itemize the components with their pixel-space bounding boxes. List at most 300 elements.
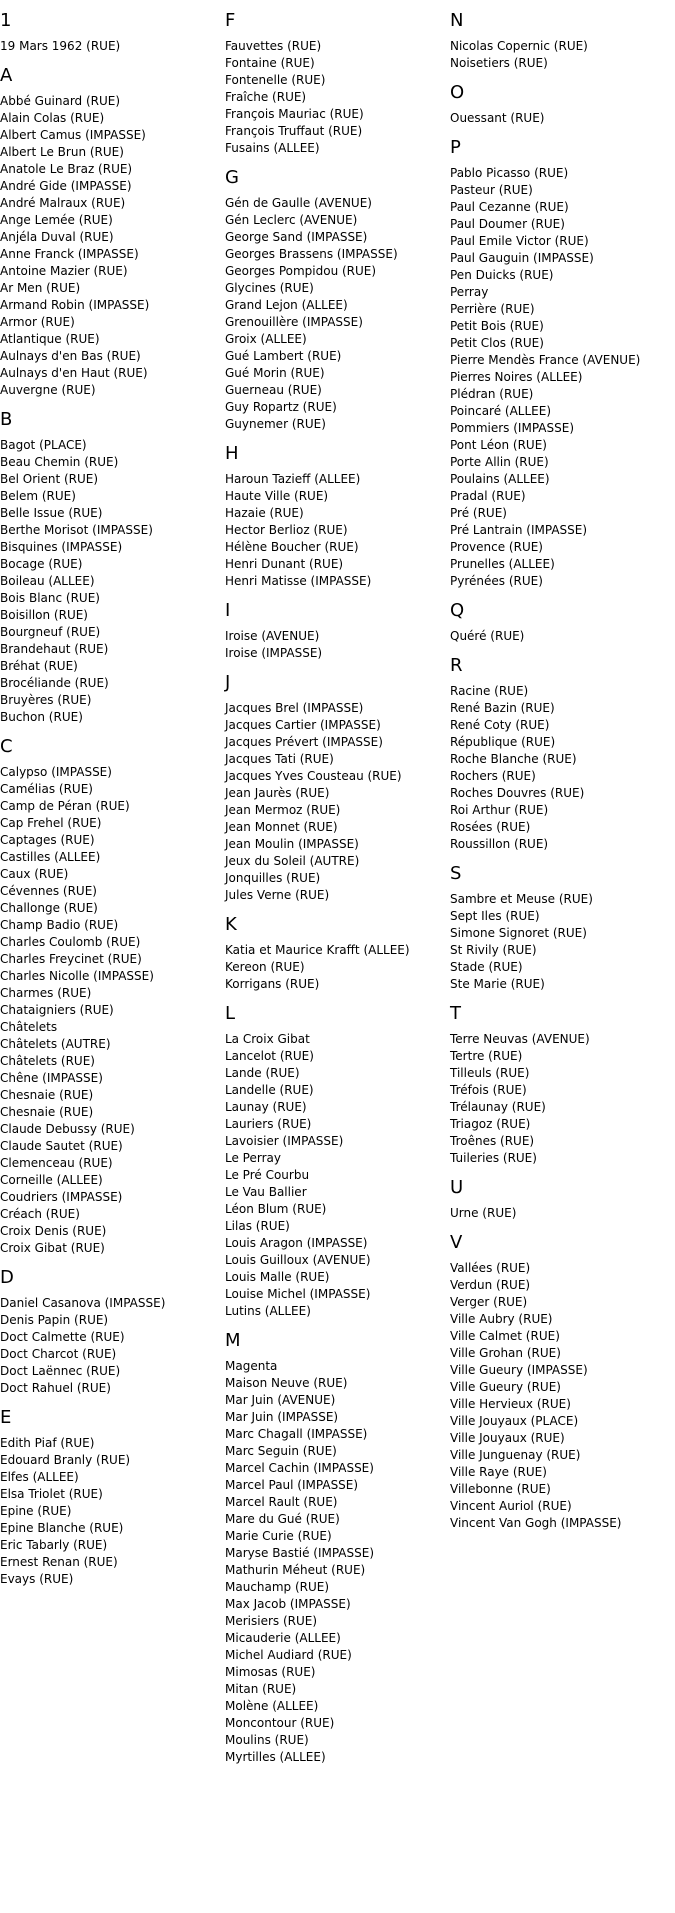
street-link[interactable]: Katia et Maurice Krafft (ALLEE)	[225, 943, 410, 957]
street-link[interactable]: Racine (RUE)	[450, 684, 529, 698]
street-link[interactable]: Elfes (ALLEE)	[0, 1470, 79, 1484]
street-link[interactable]: Moncontour (RUE)	[225, 1716, 335, 1730]
street-link[interactable]: Mare du Gué (RUE)	[225, 1512, 340, 1526]
street-link[interactable]: George Sand (IMPASSE)	[225, 230, 368, 244]
street-list-item	[0, 471, 220, 488]
street-link[interactable]: Chataigniers (RUE)	[0, 1003, 114, 1017]
street-list-item	[450, 182, 670, 199]
street-link[interactable]: Gué Lambert (RUE)	[225, 349, 342, 363]
street-link[interactable]: Jeux du Soleil (AUTRE)	[225, 854, 360, 868]
street-link[interactable]: Ville Junguenay (RUE)	[450, 1448, 581, 1462]
street-list-item	[0, 1172, 220, 1189]
street-link[interactable]: Sambre et Meuse (RUE)	[450, 892, 593, 906]
street-link[interactable]: Anatole Le Braz (RUE)	[0, 162, 133, 176]
street-link[interactable]: Edith Piaf (RUE)	[0, 1436, 95, 1450]
street-link[interactable]: Jacques Cartier (IMPASSE)	[225, 718, 381, 732]
street-link[interactable]: Albert Le Brun (RUE)	[0, 145, 124, 159]
street-link[interactable]: Jacques Brel (IMPASSE)	[225, 701, 364, 715]
street-link[interactable]: Caux (RUE)	[0, 867, 69, 881]
street-link[interactable]: Le Vau Ballier	[225, 1185, 307, 1199]
street-list-item	[450, 1133, 670, 1150]
street-list-item	[450, 335, 670, 352]
street-link[interactable]: Gén de Gaulle (AVENUE)	[225, 196, 372, 210]
street-link[interactable]: Lande (RUE)	[225, 1066, 300, 1080]
section-letter-heading: D	[0, 1267, 14, 1288]
street-link[interactable]: Mauchamp (RUE)	[225, 1580, 330, 1594]
street-link[interactable]: Lilas (RUE)	[225, 1219, 290, 1233]
street-link[interactable]: Antoine Mazier (RUE)	[0, 264, 128, 278]
street-link[interactable]: Epine Blanche (RUE)	[0, 1521, 124, 1535]
street-link[interactable]: Troênes (RUE)	[450, 1134, 535, 1148]
street-list-item	[450, 942, 670, 959]
letter-section	[225, 443, 445, 590]
street-list-item	[0, 1435, 220, 1452]
street-link[interactable]: Ville Aubry (RUE)	[450, 1312, 553, 1326]
street-link[interactable]: Triagoz (RUE)	[450, 1117, 531, 1131]
street-link[interactable]: Lauriers (RUE)	[225, 1117, 312, 1131]
street-list-item	[0, 1312, 220, 1329]
street-link[interactable]: Aulnays d'en Haut (RUE)	[0, 366, 148, 380]
street-link[interactable]: Micauderie (ALLEE)	[225, 1631, 341, 1645]
street-list-item	[450, 55, 670, 72]
street-link[interactable]: Cévennes (RUE)	[0, 884, 97, 898]
street-link[interactable]: Merisiers (RUE)	[225, 1614, 318, 1628]
street-link[interactable]: Haroun Tazieff (ALLEE)	[225, 472, 361, 486]
letter-section	[225, 672, 445, 904]
street-link[interactable]: Hazaie (RUE)	[225, 506, 304, 520]
street-link[interactable]: Edouard Branly (RUE)	[0, 1453, 131, 1467]
street-link[interactable]: Ernest Renan (RUE)	[0, 1555, 118, 1569]
street-link[interactable]: Daniel Casanova (IMPASSE)	[0, 1296, 166, 1310]
street-list-item	[450, 165, 670, 182]
street-link[interactable]: Brandehaut (RUE)	[0, 642, 109, 656]
street-link[interactable]: Elsa Triolet (RUE)	[0, 1487, 103, 1501]
street-link[interactable]: Hector Berlioz (RUE)	[225, 523, 348, 537]
street-list-item	[0, 93, 220, 110]
street-link[interactable]: Lutins (ALLEE)	[225, 1304, 311, 1318]
street-list-item	[0, 365, 220, 382]
street-link[interactable]: Pré Lantrain (IMPASSE)	[450, 523, 588, 537]
street-link[interactable]: Albert Camus (IMPASSE)	[0, 128, 146, 142]
street-link[interactable]: Guerneau (RUE)	[225, 383, 322, 397]
street-link[interactable]: Ville Grohan (RUE)	[450, 1346, 561, 1360]
street-link[interactable]: Bourgneuf (RUE)	[0, 625, 101, 639]
street-list-item	[225, 1150, 445, 1167]
street-link[interactable]: Urne (RUE)	[450, 1206, 517, 1220]
street-link[interactable]: Boileau (ALLEE)	[0, 574, 95, 588]
street-link[interactable]: Rosées (RUE)	[450, 820, 531, 834]
street-link[interactable]: Guynemer (RUE)	[225, 417, 326, 431]
street-link[interactable]: Maison Neuve (RUE)	[225, 1376, 348, 1390]
street-link[interactable]: Charles Nicolle (IMPASSE)	[0, 969, 154, 983]
street-link[interactable]: Le Pré Courbu	[225, 1168, 310, 1182]
street-link[interactable]: Léon Blum (RUE)	[225, 1202, 327, 1216]
street-list-item	[450, 301, 670, 318]
street-link[interactable]: Paul Emile Victor (RUE)	[450, 234, 589, 248]
street-link[interactable]: Coudriers (IMPASSE)	[0, 1190, 123, 1204]
street-link[interactable]: Louis Malle (RUE)	[225, 1270, 330, 1284]
street-link[interactable]: Bréhat (RUE)	[0, 659, 78, 673]
street-link[interactable]: Beau Chemin (RUE)	[0, 455, 119, 469]
street-link[interactable]: Claude Debussy (RUE)	[0, 1122, 135, 1136]
street-link[interactable]: Pierres Noires (ALLEE)	[450, 370, 583, 384]
street-link[interactable]: Molène (ALLEE)	[225, 1699, 319, 1713]
street-link[interactable]: Moulins (RUE)	[225, 1733, 309, 1747]
street-link[interactable]: Marcel Rault (RUE)	[225, 1495, 338, 1509]
street-list-item	[0, 832, 220, 849]
street-link[interactable]: Rochers (RUE)	[450, 769, 536, 783]
street-link[interactable]: Lancelot (RUE)	[225, 1049, 314, 1063]
street-link[interactable]: Ville Gueury (IMPASSE)	[450, 1363, 588, 1377]
street-link[interactable]: Ouessant (RUE)	[450, 111, 545, 125]
street-link[interactable]: Pablo Picasso (RUE)	[450, 166, 569, 180]
street-link[interactable]: Berthe Morisot (IMPASSE)	[0, 523, 153, 537]
street-list-item	[450, 768, 670, 785]
street-link[interactable]: André Malraux (RUE)	[0, 196, 126, 210]
street-list-item	[0, 1486, 220, 1503]
street-link[interactable]: Tilleuls (RUE)	[450, 1066, 530, 1080]
street-list-item	[0, 781, 220, 798]
street-link[interactable]: Groix (ALLEE)	[225, 332, 307, 346]
street-link[interactable]: Jonquilles (RUE)	[225, 871, 321, 885]
street-link[interactable]: Pyrénées (RUE)	[450, 574, 543, 588]
street-link[interactable]: Créach (RUE)	[0, 1207, 80, 1221]
street-link[interactable]: Marcel Cachin (IMPASSE)	[225, 1461, 374, 1475]
street-link[interactable]: Fraîche (RUE)	[225, 90, 307, 104]
street-link[interactable]: Claude Sautet (RUE)	[0, 1139, 123, 1153]
street-link[interactable]: Trélaunay (RUE)	[450, 1100, 546, 1114]
street-list-item	[450, 1048, 670, 1065]
street-list-item	[450, 628, 670, 645]
street-link[interactable]: Bruyères (RUE)	[0, 693, 92, 707]
street-link[interactable]: Henri Dunant (RUE)	[225, 557, 344, 571]
street-link[interactable]: Fontaine (RUE)	[225, 56, 315, 70]
street-link[interactable]: Magenta	[225, 1359, 278, 1373]
street-link[interactable]: Pen Duicks (RUE)	[450, 268, 554, 282]
street-link[interactable]: François Mauriac (RUE)	[225, 107, 364, 121]
street-link[interactable]: Anjéla Duval (RUE)	[0, 230, 114, 244]
street-link[interactable]: François Truffaut (RUE)	[225, 124, 363, 138]
street-list-item	[225, 1048, 445, 1065]
street-link[interactable]: Pierre Mendès France (AVENUE)	[450, 353, 641, 367]
street-link[interactable]: Eric Tabarly (RUE)	[0, 1538, 108, 1552]
street-link[interactable]: Châtelets (RUE)	[0, 1054, 95, 1068]
street-link[interactable]: Calypso (IMPASSE)	[0, 765, 112, 779]
street-link[interactable]: Epine (RUE)	[0, 1504, 72, 1518]
street-link[interactable]: Belle Issue (RUE)	[0, 506, 103, 520]
street-link[interactable]: Jean Moulin (IMPASSE)	[225, 837, 359, 851]
street-link[interactable]: Bocage (RUE)	[0, 557, 83, 571]
street-link[interactable]: Glycines (RUE)	[225, 281, 314, 295]
street-link[interactable]: Nicolas Copernic (RUE)	[450, 39, 588, 53]
street-link[interactable]: Vincent Van Gogh (IMPASSE)	[450, 1516, 622, 1530]
street-list-item	[450, 1311, 670, 1328]
street-link[interactable]: Ville Gueury (RUE)	[450, 1380, 561, 1394]
street-list-item	[0, 331, 220, 348]
street-link[interactable]: Gué Morin (RUE)	[225, 366, 325, 380]
street-link[interactable]: Evays (RUE)	[0, 1572, 74, 1586]
street-link[interactable]: Challonge (RUE)	[0, 901, 98, 915]
street-link[interactable]: Captages (RUE)	[0, 833, 95, 847]
street-link[interactable]: Jean Monnet (RUE)	[225, 820, 338, 834]
street-link[interactable]: Plédran (RUE)	[450, 387, 534, 401]
street-link[interactable]: Doct Rahuel (RUE)	[0, 1381, 111, 1395]
street-link[interactable]: Châtelets (AUTRE)	[0, 1037, 111, 1051]
street-list-item	[225, 628, 445, 645]
street-link[interactable]: Guy Ropartz (RUE)	[225, 400, 337, 414]
street-list-item	[450, 1413, 670, 1430]
street-list-item	[450, 1362, 670, 1379]
street-link[interactable]: Roches Douvres (RUE)	[450, 786, 585, 800]
street-link[interactable]: Louise Michel (IMPASSE)	[225, 1287, 371, 1301]
street-list-item	[225, 38, 445, 55]
street-link[interactable]: Camélias (RUE)	[0, 782, 93, 796]
street-link[interactable]: Sept Iles (RUE)	[450, 909, 540, 923]
street-link[interactable]: Roussillon (RUE)	[450, 837, 549, 851]
street-link[interactable]: Boisillon (RUE)	[0, 608, 88, 622]
street-list-item	[0, 195, 220, 212]
street-link[interactable]: Villebonne (RUE)	[450, 1482, 551, 1496]
street-link[interactable]: Ville Hervieux (RUE)	[450, 1397, 571, 1411]
street-link[interactable]: Mar Juin (IMPASSE)	[225, 1410, 339, 1424]
street-link[interactable]: Myrtilles (ALLEE)	[225, 1750, 326, 1764]
section-letter-heading: A	[0, 65, 13, 86]
street-link[interactable]: Chêne (IMPASSE)	[0, 1071, 103, 1085]
street-link[interactable]: Charmes (RUE)	[0, 986, 92, 1000]
street-link[interactable]: Prunelles (ALLEE)	[450, 557, 555, 571]
street-link[interactable]: Henri Matisse (IMPASSE)	[225, 574, 372, 588]
street-link[interactable]: Fusains (ALLEE)	[225, 141, 320, 155]
street-link[interactable]: La Croix Gibat	[225, 1032, 310, 1046]
street-link[interactable]: Aulnays d'en Bas (RUE)	[0, 349, 141, 363]
street-link[interactable]: Roi Arthur (RUE)	[450, 803, 549, 817]
street-link[interactable]: Hélène Boucher (RUE)	[225, 540, 359, 554]
street-link[interactable]: Jacques Tati (RUE)	[225, 752, 334, 766]
street-link[interactable]: André Gide (IMPASSE)	[0, 179, 132, 193]
street-link[interactable]: Poulains (ALLEE)	[450, 472, 550, 486]
street-list-item	[225, 1732, 445, 1749]
street-link[interactable]: Camp de Péran (RUE)	[0, 799, 130, 813]
street-link[interactable]: Bois Blanc (RUE)	[0, 591, 100, 605]
street-link[interactable]: Pont Léon (RUE)	[450, 438, 547, 452]
street-link[interactable]: Bel Orient (RUE)	[0, 472, 99, 486]
street-link[interactable]: Noisetiers (RUE)	[450, 56, 548, 70]
street-link[interactable]: Champ Badio (RUE)	[0, 918, 119, 932]
street-link[interactable]: Grenouillère (IMPASSE)	[225, 315, 363, 329]
street-link[interactable]: Croix Gibat (RUE)	[0, 1241, 105, 1255]
street-link[interactable]: Mimosas (RUE)	[225, 1665, 316, 1679]
street-link[interactable]: Lavoisier (IMPASSE)	[225, 1134, 344, 1148]
street-link[interactable]: Pradal (RUE)	[450, 489, 526, 503]
street-link[interactable]: Pré (RUE)	[450, 506, 507, 520]
letter-section	[225, 600, 445, 662]
street-link[interactable]: 19 Mars 1962 (RUE)	[0, 39, 121, 53]
street-link[interactable]: Petit Clos (RUE)	[450, 336, 544, 350]
street-link[interactable]: Ville Raye (RUE)	[450, 1465, 547, 1479]
street-link[interactable]: Belem (RUE)	[0, 489, 76, 503]
street-link[interactable]: Ville Calmet (RUE)	[450, 1329, 560, 1343]
street-list-item	[0, 144, 220, 161]
section-letter-heading: R	[450, 655, 463, 676]
street-link[interactable]: Landelle (RUE)	[225, 1083, 314, 1097]
street-link[interactable]: Ste Marie (RUE)	[450, 977, 545, 991]
street-link[interactable]: Paul Doumer (RUE)	[450, 217, 565, 231]
street-link[interactable]: Maryse Bastié (IMPASSE)	[225, 1546, 375, 1560]
street-link[interactable]: Atlantique (RUE)	[0, 332, 100, 346]
street-link[interactable]: Michel Audiard (RUE)	[225, 1648, 352, 1662]
street-link[interactable]: Jacques Yves Cousteau (RUE)	[225, 769, 402, 783]
street-link[interactable]: Croix Denis (RUE)	[0, 1224, 107, 1238]
street-link[interactable]: Fauvettes (RUE)	[225, 39, 322, 53]
street-link[interactable]: Alain Colas (RUE)	[0, 111, 105, 125]
street-link[interactable]: Jean Mermoz (RUE)	[225, 803, 341, 817]
street-link[interactable]: Doct Charcot (RUE)	[0, 1347, 117, 1361]
street-link[interactable]: Iroise (AVENUE)	[225, 629, 320, 643]
letter-section	[450, 1003, 670, 1167]
street-link[interactable]: Tréfois (RUE)	[450, 1083, 527, 1097]
street-link[interactable]: Armor (RUE)	[0, 315, 75, 329]
street-link[interactable]: Fontenelle (RUE)	[225, 73, 326, 87]
street-list-item	[450, 1328, 670, 1345]
street-link[interactable]: Paul Gauguin (IMPASSE)	[450, 251, 594, 265]
street-link[interactable]: Bagot (PLACE)	[0, 438, 87, 452]
street-list-item	[450, 734, 670, 751]
street-link[interactable]: Louis Aragon (IMPASSE)	[225, 1236, 368, 1250]
street-link[interactable]: Mitan (RUE)	[225, 1682, 297, 1696]
street-link[interactable]: Porte Allin (RUE)	[450, 455, 549, 469]
street-link[interactable]: Cap Frehel (RUE)	[0, 816, 102, 830]
street-link[interactable]: Vallées (RUE)	[450, 1261, 531, 1275]
street-link[interactable]: Buchon (RUE)	[0, 710, 83, 724]
street-list-item	[225, 1099, 445, 1116]
street-link[interactable]: Paul Cezanne (RUE)	[450, 200, 569, 214]
street-link[interactable]: Corneille (ALLEE)	[0, 1173, 103, 1187]
street-link[interactable]: Vincent Auriol (RUE)	[450, 1499, 572, 1513]
street-link[interactable]: Ar Men (RUE)	[0, 281, 81, 295]
street-link[interactable]: République (RUE)	[450, 735, 556, 749]
street-list-item	[450, 700, 670, 717]
street-link[interactable]: Chesnaie (RUE)	[0, 1088, 94, 1102]
street-link[interactable]: Poincaré (ALLEE)	[450, 404, 552, 418]
street-link[interactable]: Tertre (RUE)	[450, 1049, 523, 1063]
street-list-item	[450, 267, 670, 284]
street-link[interactable]: Le Perray	[225, 1151, 281, 1165]
street-list-item	[0, 348, 220, 365]
street-link[interactable]: Marc Seguin (RUE)	[225, 1444, 337, 1458]
street-list-item	[0, 263, 220, 280]
street-link[interactable]: Jules Verne (RUE)	[225, 888, 330, 902]
street-list-item	[450, 38, 670, 55]
street-link[interactable]: Louis Guilloux (AVENUE)	[225, 1253, 371, 1267]
street-list-item	[0, 1363, 220, 1380]
street-list-item	[0, 280, 220, 297]
street-link[interactable]: St Rivily (RUE)	[450, 943, 537, 957]
street-list-item	[450, 318, 670, 335]
street-link[interactable]: Bisquines (IMPASSE)	[0, 540, 123, 554]
street-list-item	[450, 403, 670, 420]
street-list-item	[225, 751, 445, 768]
street-link[interactable]: Doct Calmette (RUE)	[0, 1330, 125, 1344]
street-list-item	[450, 1379, 670, 1396]
street-link[interactable]: Terre Neuvas (AVENUE)	[450, 1032, 590, 1046]
section-letter-heading: G	[225, 167, 239, 188]
street-link[interactable]: Perrière (RUE)	[450, 302, 535, 316]
street-link[interactable]: Pommiers (IMPASSE)	[450, 421, 574, 435]
street-link[interactable]: Marcel Paul (IMPASSE)	[225, 1478, 359, 1492]
street-link[interactable]: Roche Blanche (RUE)	[450, 752, 577, 766]
street-link[interactable]: Clemenceau (RUE)	[0, 1156, 113, 1170]
street-link[interactable]: Quéré (RUE)	[450, 629, 525, 643]
street-link[interactable]: Tuileries (RUE)	[450, 1151, 537, 1165]
street-link[interactable]: Jacques Prévert (IMPASSE)	[225, 735, 383, 749]
street-link[interactable]: Perray	[450, 285, 489, 299]
street-link[interactable]: Doct Laënnec (RUE)	[0, 1364, 121, 1378]
section-letter-heading: T	[450, 1003, 461, 1024]
street-link[interactable]: Haute Ville (RUE)	[225, 489, 329, 503]
street-link[interactable]: Gén Leclerc (AVENUE)	[225, 213, 358, 227]
street-link[interactable]: Max Jacob (IMPASSE)	[225, 1597, 351, 1611]
street-link[interactable]: Mathurin Méheut (RUE)	[225, 1563, 366, 1577]
street-link[interactable]: Simone Signoret (RUE)	[450, 926, 587, 940]
street-link[interactable]: Auvergne (RUE)	[0, 383, 96, 397]
street-link[interactable]: Petit Bois (RUE)	[450, 319, 544, 333]
street-list-item	[225, 1630, 445, 1647]
street-list-item	[450, 505, 670, 522]
street-link[interactable]: Pasteur (RUE)	[450, 183, 533, 197]
street-link[interactable]: Kereon (RUE)	[225, 960, 305, 974]
section-letter-heading: E	[0, 1407, 12, 1428]
street-link[interactable]: Ville Jouyaux (PLACE)	[450, 1414, 579, 1428]
street-link[interactable]: Stade (RUE)	[450, 960, 523, 974]
street-link[interactable]: Georges Brassens (IMPASSE)	[225, 247, 398, 261]
street-link[interactable]: Charles Coulomb (RUE)	[0, 935, 141, 949]
street-link[interactable]: Abbé Guinard (RUE)	[0, 94, 121, 108]
street-link[interactable]: Provence (RUE)	[450, 540, 543, 554]
street-link[interactable]: Launay (RUE)	[225, 1100, 307, 1114]
street-list-item	[225, 1460, 445, 1477]
street-link[interactable]: Ange Lemée (RUE)	[0, 213, 113, 227]
street-link[interactable]: Korrigans (RUE)	[225, 977, 320, 991]
street-link[interactable]: Armand Robin (IMPASSE)	[0, 298, 150, 312]
street-link[interactable]: Georges Pompidou (RUE)	[225, 264, 377, 278]
street-list-item	[225, 1269, 445, 1286]
street-list-item	[0, 951, 220, 968]
street-link[interactable]: Verdun (RUE)	[450, 1278, 531, 1292]
street-link[interactable]: Jean Jaurès (RUE)	[225, 786, 330, 800]
street-list-item	[225, 1698, 445, 1715]
street-link[interactable]: Verger (RUE)	[450, 1295, 528, 1309]
letter-section	[450, 1232, 670, 1532]
street-list-item	[225, 1749, 445, 1766]
street-link[interactable]: Grand Lejon (ALLEE)	[225, 298, 348, 312]
street-link[interactable]: Anne Franck (IMPASSE)	[0, 247, 139, 261]
street-link[interactable]: Castilles (ALLEE)	[0, 850, 101, 864]
street-list-item	[0, 229, 220, 246]
street-link[interactable]: René Bazin (RUE)	[450, 701, 555, 715]
street-list-item	[225, 1065, 445, 1082]
street-link[interactable]: Mar Juin (AVENUE)	[225, 1393, 336, 1407]
street-link[interactable]: Iroise (IMPASSE)	[225, 646, 323, 660]
street-link[interactable]: Denis Papin (RUE)	[0, 1313, 109, 1327]
street-link[interactable]: Ville Jouyaux (RUE)	[450, 1431, 565, 1445]
street-link[interactable]: Marc Chagall (IMPASSE)	[225, 1427, 368, 1441]
street-link[interactable]: Brocéliande (RUE)	[0, 676, 109, 690]
street-link[interactable]: Châtelets	[0, 1020, 58, 1034]
street-link[interactable]: Marie Curie (RUE)	[225, 1529, 332, 1543]
street-link[interactable]: Chesnaie (RUE)	[0, 1105, 94, 1119]
street-link[interactable]: René Coty (RUE)	[450, 718, 550, 732]
street-link[interactable]: Charles Freycinet (RUE)	[0, 952, 142, 966]
